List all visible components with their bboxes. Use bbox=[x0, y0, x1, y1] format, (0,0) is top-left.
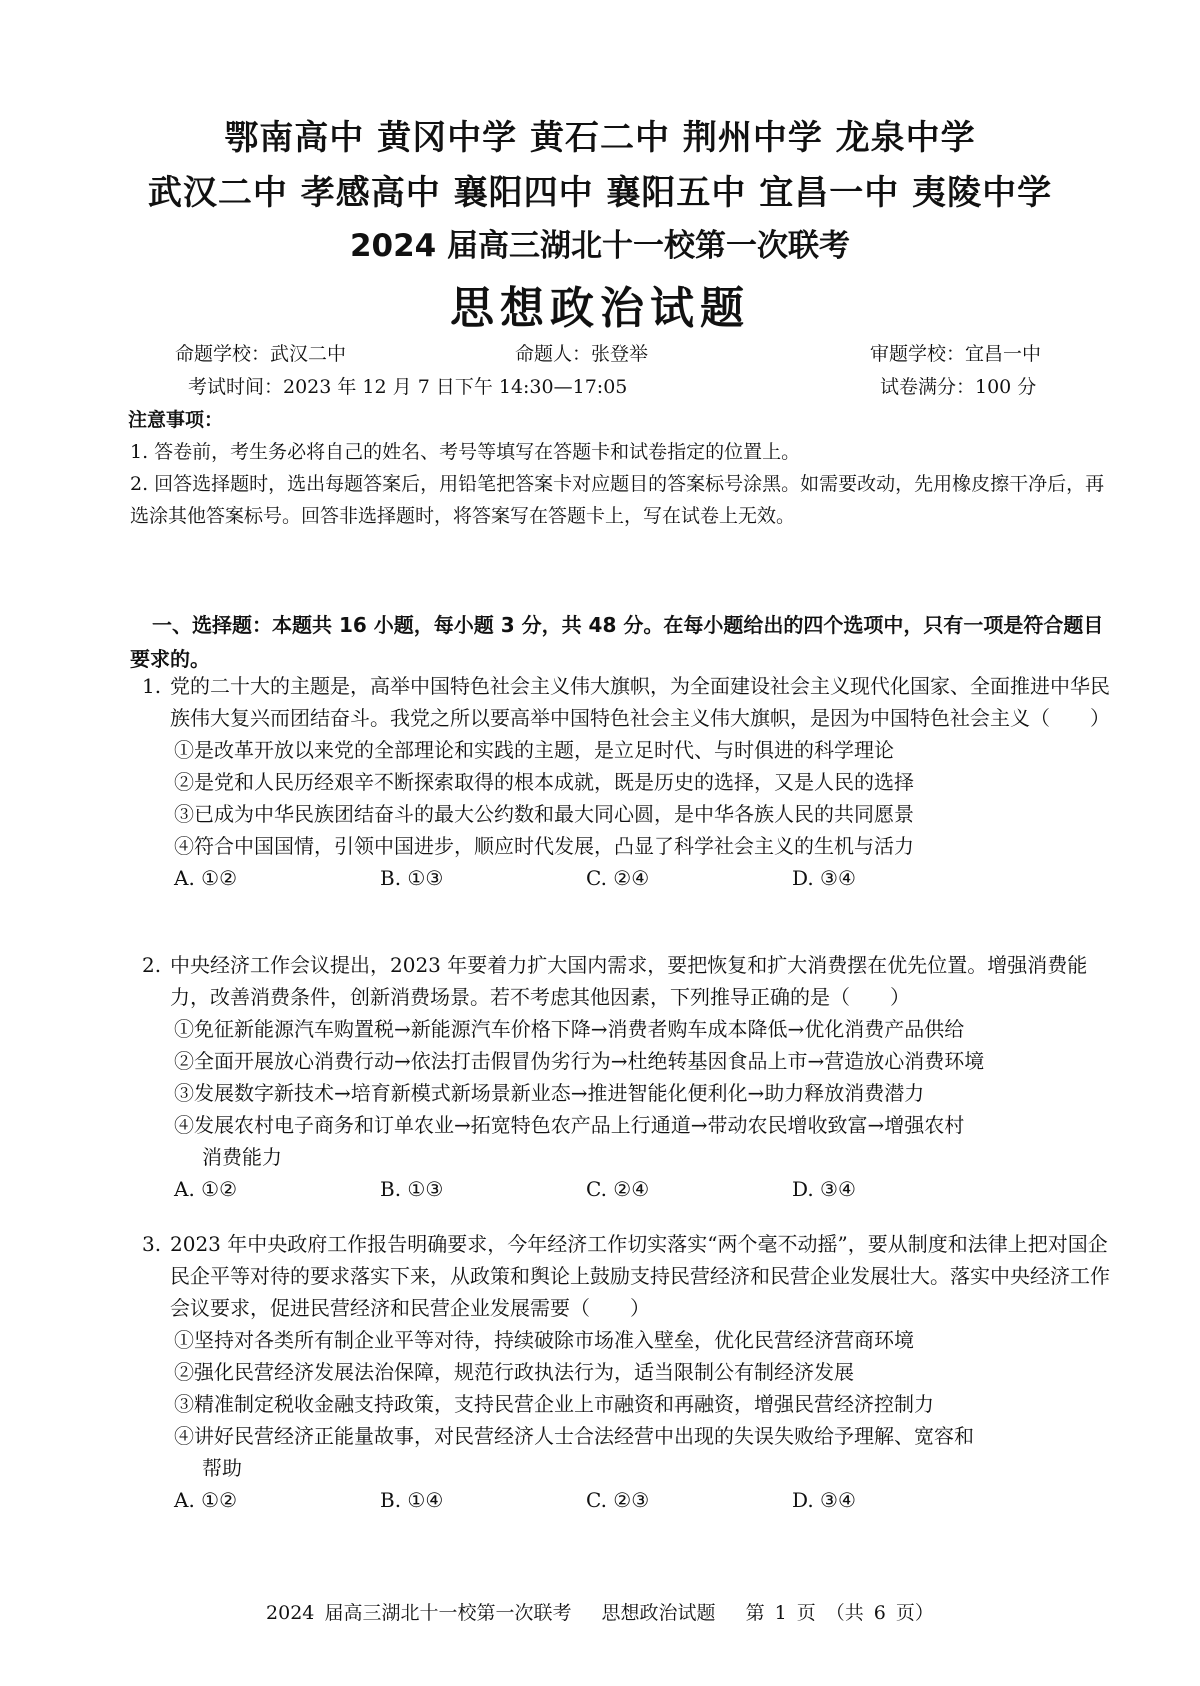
answer-choice-b: B. ①④ bbox=[380, 1488, 444, 1512]
statement-option: ②强化民营经济发展法治保障，规范行政执法行为，适当限制公有制经济发展 bbox=[174, 1360, 854, 1384]
statement-option: ①免征新能源汽车购置税→新能源汽车价格下降→消费者购车成本降低→优化消费产品供给 bbox=[174, 1017, 965, 1041]
statement-option: ④讲好民营经济正能量故事，对民营经济人士合法经营中出现的失误失败给予理解、宽容和 bbox=[174, 1424, 974, 1448]
notice-item: 1. 答卷前，考生务必将自己的姓名、考号等填写在答题卡和试卷指定的位置上。 bbox=[130, 441, 801, 463]
answer-choices bbox=[142, 1173, 1122, 1205]
question-2 bbox=[142, 949, 1122, 1205]
school-list-line2: 武汉二中 孝感高中 襄阳四中 襄阳五中 宜昌一中 夷陵中学 bbox=[147, 173, 1053, 213]
school-list-line1: 鄂南高中 黄冈中学 黄石二中 荆州中学 龙泉中学 bbox=[224, 118, 976, 158]
question-stem bbox=[142, 670, 1122, 734]
question-number: 1. bbox=[142, 674, 162, 698]
statement-option: ①是改革开放以来党的全部理论和实践的主题，是立足时代、与时俱进的科学理论 bbox=[174, 738, 894, 762]
question-number: 2. bbox=[142, 953, 162, 977]
answer-choices bbox=[142, 1484, 1122, 1516]
answer-choice-a: A. ①② bbox=[174, 866, 238, 890]
statement-option-continued: 消费能力 bbox=[202, 1145, 282, 1169]
footer-exam-name: 2024 届高三湖北十一校第一次联考 bbox=[266, 1602, 572, 1624]
statement-option: ④发展农村电子商务和订单农业→拓宽特色农产品上行通道→带动农民增收致富→增强农村 bbox=[174, 1113, 965, 1137]
footer-subject: 思想政治试题 bbox=[601, 1602, 716, 1624]
answer-choice-a: A. ①② bbox=[174, 1177, 238, 1201]
statement-option: ③已成为中华民族团结奋斗的最大公约数和最大同心圆，是中华各族人民的共同愿景 bbox=[174, 802, 914, 826]
answer-choice-d: D. ③④ bbox=[792, 1488, 856, 1512]
answer-choice-c: C. ②③ bbox=[586, 1488, 650, 1512]
answer-choice-a: A. ①② bbox=[174, 1488, 238, 1512]
statement-option: ③发展数字新技术→培育新模式新场景新业态→推进智能化便利化→助力释放消费潜力 bbox=[174, 1081, 925, 1105]
answer-choice-b: B. ①③ bbox=[380, 866, 444, 890]
statement-option: ①坚持对各类所有制企业平等对待，持续破除市场准入壁垒，优化民营经济营商环境 bbox=[174, 1328, 914, 1352]
answer-choice-d: D. ③④ bbox=[792, 866, 856, 890]
full-score: 试卷满分：100 分 bbox=[880, 376, 1037, 398]
question-number: 3. bbox=[142, 1232, 162, 1256]
section-title: 一、选择题：本题共 16 小题，每小题 3 分，共 48 分。在每小题给出的四个选项中，只有一项是符合题目要求的。 bbox=[130, 613, 1104, 671]
statement-option: ②全面开展放心消费行动→依法打击假冒伪劣行为→杜绝转基因食品上市→营造放心消费环境 bbox=[174, 1049, 985, 1073]
question-stem bbox=[142, 949, 1122, 1013]
answer-choice-b: B. ①③ bbox=[380, 1177, 444, 1201]
question-text: 2023 年中央政府工作报告明确要求，今年经济工作切实落实“两个毫不动摇”，要从制度和法律上把对国企民企平等对待的要求落实下来，从政策和舆论上鼓励支持民营经济和民营企业发展壮大。落实中央经济工作会议要求，促进民营经济和民营企业发展需要（ ） bbox=[170, 1232, 1110, 1320]
question-1 bbox=[142, 670, 1122, 894]
exam-time: 考试时间：2023 年 12 月 7 日下午 14:30—17:05 bbox=[188, 376, 628, 398]
setter-school: 命题学校：武汉二中 bbox=[175, 343, 347, 365]
notice-item: 2. 回答选择题时，选出每题答案后，用铅笔把答案卡对应题目的答案标号涂黑。如需要改动，先用橡皮擦干净后，再选涂其他答案标号。回答非选择题时，将答案写在答题卡上，写在试卷上无效。 bbox=[130, 473, 1105, 527]
statement-option: ③精准制定税收金融支持政策，支持民营企业上市融资和再融资，增强民营经济控制力 bbox=[174, 1392, 934, 1416]
notice-title: 注意事项： bbox=[128, 409, 224, 431]
question-text: 中央经济工作会议提出，2023 年要着力扩大国内需求，要把恢复和扩大消费摆在优先位置。增强消费能力，改善消费条件，创新消费场景。若不考虑其他因素，下列推导正确的是（ ） bbox=[170, 953, 1088, 1009]
subject-title: 思想政治试题 bbox=[450, 283, 750, 334]
answer-choice-c: C. ②④ bbox=[586, 1177, 650, 1201]
exam-name: 2024 届高三湖北十一校第一次联考 bbox=[349, 228, 851, 264]
question-3 bbox=[142, 1228, 1122, 1516]
page-footer bbox=[0, 1598, 1200, 1625]
statement-option-continued: 帮助 bbox=[202, 1456, 242, 1480]
statement-option: ④符合中国国情，引领中国进步，顺应时代发展，凸显了科学社会主义的生机与活力 bbox=[174, 834, 914, 858]
question-stem bbox=[142, 1228, 1122, 1324]
answer-choice-c: C. ②④ bbox=[586, 866, 650, 890]
footer-page-number: 第 1 页 （共 6 页） bbox=[745, 1602, 934, 1624]
statement-option: ②是党和人民历经艰辛不断探索取得的根本成就，既是历史的选择，又是人民的选择 bbox=[174, 770, 914, 794]
reviewer-school: 审题学校：宜昌一中 bbox=[870, 343, 1042, 365]
setter-name: 命题人：张登举 bbox=[515, 343, 649, 365]
question-text: 党的二十大的主题是，高举中国特色社会主义伟大旗帜，为全面建设社会主义现代化国家、全面推进中华民族伟大复兴而团结奋斗。我党之所以要高举中国特色社会主义伟大旗帜，是因为中国特色社会主义（ ） bbox=[170, 674, 1110, 730]
answer-choice-d: D. ③④ bbox=[792, 1177, 856, 1201]
answer-choices bbox=[142, 862, 1122, 894]
